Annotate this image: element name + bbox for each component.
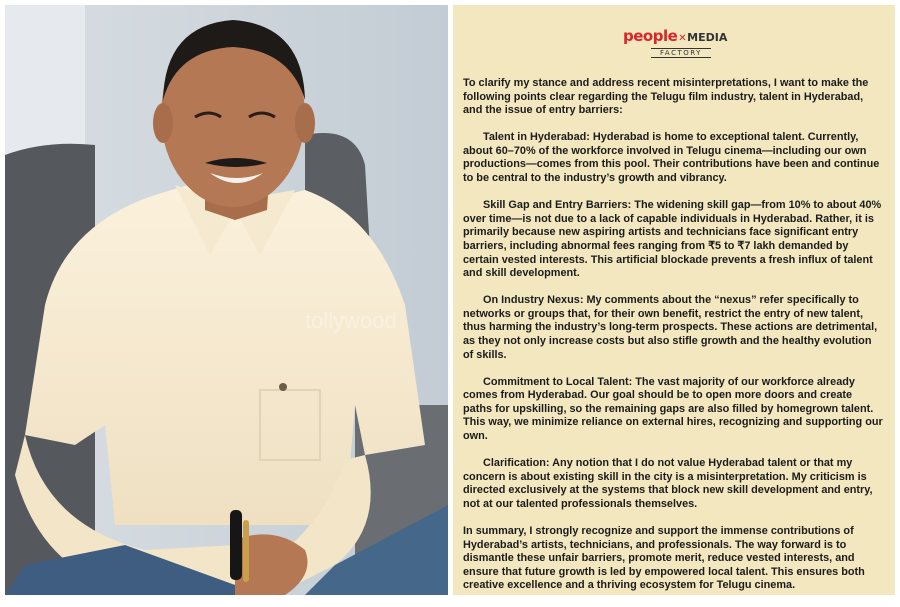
statement-summary: In summary, I strongly recognize and support the immense contributions of Hyderabad’s artists, technicians, and professionals. The way forward is to dismantle these unfair barriers, promote merit, reduce vested interests, and ensure that future growth is led by empowered local talent. This ensures both creative excellence and a thriving ecosystem for Telugu cinema. — [463, 525, 865, 592]
statement-point-skill-gap: Skill Gap and Entry Barriers: The widening skill gap—from 10% to about 40% over time—is not due to a lack of capable individuals in Hyderabad. Rather, it is primarily because new aspiring artists and technicians face significant entry barriers, including abnormal fees ranging from ₹5 to ₹7 lakh demanded by certain vested interests. This artificial blockade prevents a fresh influx of talent and skill development. — [463, 199, 882, 280]
logo-x-icon: ✕ — [678, 33, 687, 44]
statement-point-local-talent: Commitment to Local Talent: The vast majority of our workforce already comes from Hyderabad. Our goal should be to open more doors and create paths for upskilling, so the remaining gaps are also filled by homegrown talent. This way, we minimize reliance on external hires, recognizing and supporting our own. — [463, 375, 883, 443]
logo-people-text: people — [623, 27, 678, 45]
logo-wordmark — [623, 29, 733, 46]
statement-point-clarification: Clarification: Any notion that I do not value Hyderabad talent or that my concern is about existing skill in the city is a misinterpretation. My criticism is directed exclusively at the systems that block new skill development and entry, not at our talented professionals themselves. — [463, 457, 873, 510]
statement-letter — [453, 5, 895, 595]
statement-body — [463, 77, 883, 607]
logo-media-text: MEDIA — [687, 31, 728, 44]
watermark-text: tollywood — [305, 308, 397, 333]
people-media-factory-logo — [623, 29, 733, 59]
statement-point-talent: Talent in Hyderabad: Hyderabad is home to exceptional talent. Currently, about 60–70% of the workforce involved in Telugu cinema—including our own productions—comes from this pool. Their contributions have been and continue to be central to the industry’s growth and vibrancy. — [463, 131, 880, 185]
statement-point-nexus: On Industry Nexus: My comments about the “nexus” refer specifically to networks or groups that, for their own benefit, restrict the entry of new talent, thus harming the industry’s long-term prospects. These actions are detrimental, as they not only increase costs but also stifle growth and the healthy evolution of skills. — [463, 294, 878, 361]
logo-factory-text: FACTORY — [651, 48, 711, 58]
portrait-photo — [5, 5, 448, 595]
statement-intro: To clarify my stance and address recent misinterpretations, I want to make the following points clear regarding the Telugu film industry, talent in Hyderabad, and the issue of entry barriers: — [463, 77, 869, 117]
portrait-illustration — [5, 5, 448, 595]
